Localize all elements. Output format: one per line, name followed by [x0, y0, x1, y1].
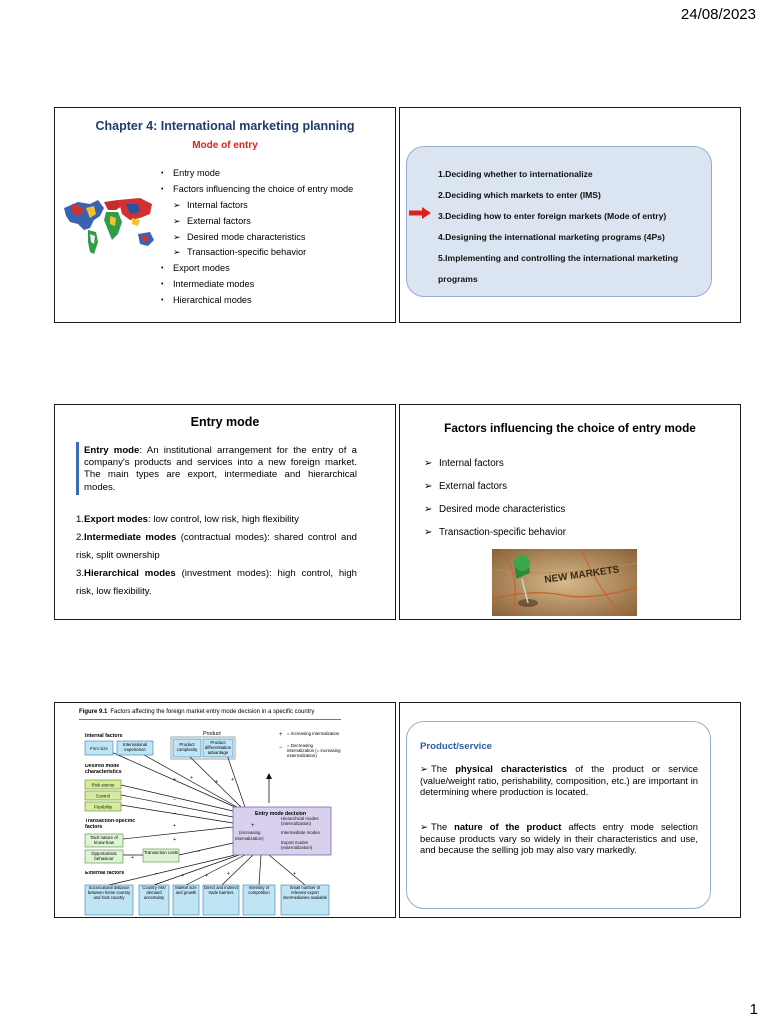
internal-factors-title: Internal factors — [85, 733, 123, 739]
slide-entry-mode — [54, 404, 396, 620]
sign: + — [215, 779, 219, 785]
list-item: ➢ External factors — [161, 214, 353, 230]
factor-label: Product differentiation advantage — [204, 740, 232, 755]
list-item: ➢ Internal factors — [161, 198, 353, 214]
slide-planning-steps — [399, 107, 741, 323]
entry-mode-factors-diagram — [55, 703, 396, 918]
mode-number: 2. — [76, 532, 85, 544]
decision-title: Entry mode decision — [255, 811, 307, 817]
factor-label: International experience — [122, 742, 148, 752]
decision-text: Hierarchical modes — [281, 816, 319, 821]
list-item: 3.Deciding how to enter foreign markets (Mode of entry) — [438, 211, 667, 221]
sign: + — [181, 873, 185, 879]
mode-text: (contractual modes): shared control and risk, split ownership — [76, 532, 357, 562]
list-item: 2.Deciding which markets to enter (IMS) — [438, 190, 601, 200]
slide-subtitle: Mode of entry — [192, 140, 258, 151]
bullet-paragraph — [420, 821, 698, 856]
world-map-flags-image — [60, 194, 158, 258]
page-date: 24/08/2023 — [680, 6, 756, 23]
decision-text: Export modes — [281, 840, 309, 845]
legend-text: = Decreasing internalization (= increasing externalization) — [287, 743, 341, 758]
arrow-up-icon — [266, 773, 272, 779]
factor-label: Product complexity — [176, 742, 198, 752]
figure-caption-text: Factors affecting the foreign market entry mode decision in a specific country — [110, 709, 315, 715]
sign: + — [227, 871, 231, 877]
red-arrow-icon — [409, 207, 431, 219]
factor-label: Transaction costs — [143, 850, 179, 855]
decision-text: Intermediate modes — [281, 830, 320, 835]
sign: − — [197, 849, 201, 855]
decision-text: (externalization) — [281, 845, 313, 850]
list-item: 1.Deciding whether to internationalize — [438, 169, 593, 179]
sign: − — [173, 797, 177, 803]
bullet-paragraph — [420, 763, 698, 798]
list-item: ➢ Desired mode characteristics — [424, 498, 566, 521]
sign: − — [155, 871, 159, 877]
factor-label: Country risk/ demand uncertainty — [142, 886, 166, 900]
factor-label: Intensity of competition — [248, 886, 270, 895]
text-run-bold: physical characteristics — [455, 763, 568, 774]
slide-title: Factors influencing the choice of entry mode — [444, 421, 696, 435]
list-item: • Intermediate modes — [161, 277, 353, 293]
decision-text: (increasing — [239, 830, 261, 835]
entry-mode-definition — [84, 445, 357, 494]
topic-list — [161, 166, 353, 309]
slide-product-service — [399, 702, 741, 918]
mode-number: 3. — [76, 568, 85, 580]
mode-number: 1. — [76, 514, 85, 525]
factor-label: Control — [95, 793, 111, 799]
sign: + — [173, 777, 177, 783]
list-item: ➢ Internal factors — [424, 452, 566, 475]
list-item: • Entry mode — [161, 166, 353, 182]
list-item: ➢ Desired mode characteristics — [161, 230, 353, 246]
slide-chapter-4-overview — [54, 107, 396, 323]
mode-term: Hierarchical modes — [84, 568, 176, 580]
list-item: • Hierarchical modes — [161, 293, 353, 309]
sign: + — [231, 777, 235, 783]
mode-item — [76, 565, 357, 601]
slide-factors — [399, 404, 741, 620]
slide-figure-9-1 — [54, 702, 396, 918]
factor-label: Sociocultural distance between home country and host country — [87, 886, 131, 900]
list-item: 5.Implementing and controlling the international marketing — [438, 253, 679, 263]
decision-text: (internalization) — [281, 821, 312, 826]
list-item: • Export modes — [161, 261, 353, 277]
sign: + — [131, 855, 135, 861]
sign: + — [190, 775, 194, 781]
mode-text: : low control, low risk, high flexibility — [148, 514, 299, 525]
mode-item — [76, 529, 357, 565]
text-run: of the product or service (value/weight ratio, perishability, composition, etc.) are important in determining where production is located. — [420, 763, 698, 797]
new-markets-text: NEW MARKETS — [543, 564, 621, 586]
text-run: affects entry mode selection because products vary so widely in their characteristics and use, and because the selling job may also vary markedly. — [420, 821, 698, 855]
mode-text: (investment modes): high control, high risk, low flexibility. — [76, 568, 357, 598]
list-item: • Factors influencing the choice of entry mode — [161, 182, 353, 198]
text-run-bold: nature of the product — [454, 821, 562, 832]
list-item: programs — [438, 274, 478, 284]
definition-text: : An institutional arrangement for the entry of a company's products and services into a new foreign market. The main types are export, intermediate and hierarchical modes. — [84, 445, 357, 493]
mode-term: Export modes — [84, 514, 148, 525]
list-item: ➢ Transaction-specific behavior — [161, 245, 353, 261]
sign: + — [205, 873, 209, 879]
legend — [279, 731, 341, 769]
list-item: 4.Designing the international marketing programs (4Ps) — [438, 232, 665, 242]
factor-label: Market size and growth — [175, 886, 197, 895]
legend-symbol: − — [279, 745, 283, 751]
section-heading: Product/service — [420, 741, 492, 752]
sign: − — [173, 811, 177, 817]
legend-text: = Increasing internalization — [287, 731, 340, 736]
page-number: 1 — [749, 1001, 758, 1018]
text-run: The — [431, 821, 455, 832]
product-label: Product — [203, 731, 221, 737]
transaction-factors-title: Transaction-specific factors — [85, 819, 136, 830]
list-item: ➢ External factors — [424, 475, 566, 498]
factor-label: Risk averse — [91, 782, 115, 788]
mode-term: Intermediate modes — [84, 532, 177, 544]
decision-sign: + — [251, 823, 255, 829]
factor-label: Tacit nature of know-how — [90, 835, 118, 845]
factor-label: Flexibility — [93, 804, 113, 810]
mode-item — [76, 511, 357, 529]
slide-title: Chapter 4: International marketing planning — [95, 119, 355, 133]
list-item: ➢ Transaction-specific behavior — [424, 521, 566, 544]
new-markets-map-pin-image — [492, 549, 637, 616]
definition-term: Entry mode — [84, 445, 140, 456]
entry-mode-types — [76, 511, 357, 601]
factor-label: Firm size — [90, 746, 108, 751]
accent-bar — [76, 442, 79, 495]
factor-label: Small number of relevant export intermediaries available — [283, 886, 327, 900]
sign: + — [173, 837, 177, 843]
legend-symbol: + — [279, 732, 283, 738]
planning-steps-list — [438, 164, 678, 290]
external-factors-title: External factors — [85, 871, 125, 876]
external-labels — [86, 886, 328, 914]
decision-text: internalization) — [235, 836, 264, 841]
sign: + — [293, 871, 297, 877]
text-run: The — [431, 763, 456, 774]
slide-title: Entry mode — [190, 415, 260, 429]
desired-characteristics-title: Desired mode characteristics — [85, 764, 122, 775]
factors-list — [424, 452, 566, 544]
factor-label: Opportunistic behaviour — [91, 851, 117, 861]
sign: + — [173, 823, 177, 829]
factor-label: Direct and indirect trade barriers — [204, 886, 238, 895]
figure-label: Figure 9.1 — [79, 709, 108, 715]
